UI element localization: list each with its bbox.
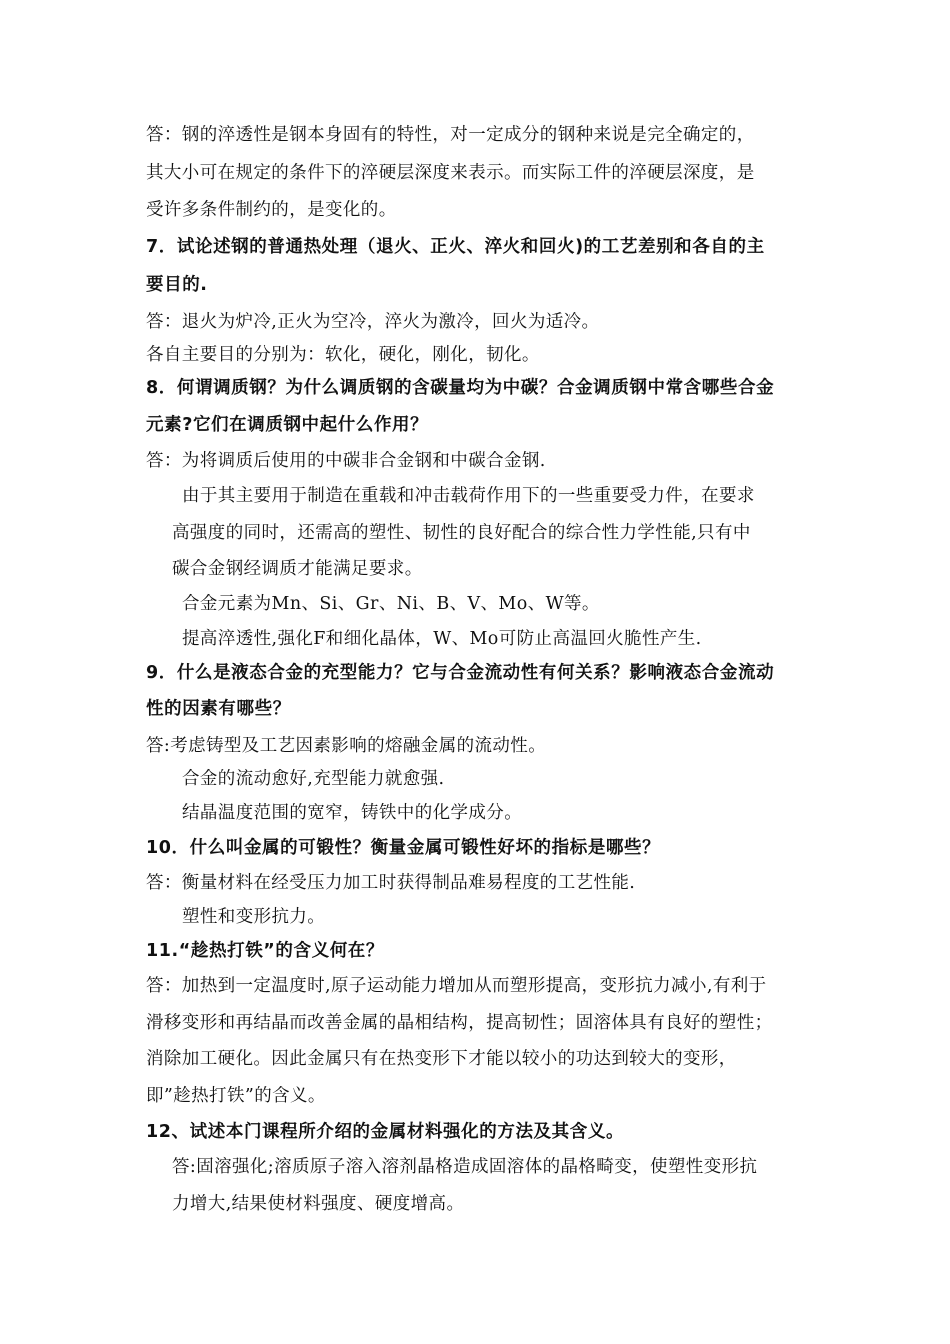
answer-line: 力增大,结果使材料强度、硬度增高。 xyxy=(172,1194,465,1214)
answer-line: 受许多条件制约的，是变化的。 xyxy=(146,200,397,220)
answer-line: 答：加热到一定温度时,原子运动能力增加从而塑形提高，变形抗力减小,有利于 xyxy=(146,976,767,996)
answer-line: 各自主要目的分别为：软化，硬化，刚化，韧化。 xyxy=(146,345,540,365)
question-9: 9．什么是液态合金的充型能力？它与合金流动性有何关系？影响液态合金流动 xyxy=(146,663,775,683)
answer-line: 答:考虑铸型及工艺因素影响的熔融金属的流动性。 xyxy=(146,736,547,756)
question-7-cont: 要目的. xyxy=(146,275,208,295)
question-11: 11.“趁热打铁”的含义何在？ xyxy=(146,941,385,961)
answer-line: 滑移变形和再结晶而改善金属的晶相结构，提高韧性；固溶体具有良好的塑性； xyxy=(146,1013,773,1033)
answer-line: 答：衡量材料在经受压力加工时获得制品难易程度的工艺性能. xyxy=(146,873,636,893)
answer-line: 消除加工硬化。因此金属只有在热变形下才能以较小的功达到较大的变形， xyxy=(146,1049,737,1069)
question-8: 8．何谓调质钢？为什么调质钢的含碳量均为中碳？合金调质钢中常含哪些合金 xyxy=(146,378,775,398)
question-7: 7．试论述钢的普通热处理（退火、正火、淬火和回火)的工艺差别和各自的主 xyxy=(146,237,765,257)
answer-line: 合金元素为Mn、Si、Gr、Ni、B、V、Mo、W等。 xyxy=(182,594,600,614)
answer-line: 碳合金钢经调质才能满足要求。 xyxy=(172,559,423,579)
answer-line: 答:固溶强化;溶质原子溶入溶剂晶格造成固溶体的晶格畸变，使塑性变形抗 xyxy=(172,1157,758,1177)
answer-line: 答：退火为炉冷,正火为空冷，淬火为激冷，回火为适冷。 xyxy=(146,312,600,332)
question-8-cont: 元素?它们在调质钢中起什么作用？ xyxy=(146,415,429,435)
answer-line: 其大小可在规定的条件下的淬硬层深度来表示。而实际工件的淬硬层深度，是 xyxy=(146,163,755,183)
answer-line: 合金的流动愈好,充型能力就愈强. xyxy=(182,769,445,789)
answer-line: 答：钢的淬透性是钢本身固有的特性，对一定成分的钢种来说是完全确定的， xyxy=(146,125,755,145)
answer-line: 高强度的同时，还需高的塑性、韧性的良好配合的综合性力学性能,只有中 xyxy=(172,523,751,543)
answer-line: 塑性和变形抗力。 xyxy=(182,907,326,927)
answer-line: 结晶温度范围的宽窄，铸铁中的化学成分。 xyxy=(182,803,523,823)
answer-line: 由于其主要用于制造在重载和冲击载荷作用下的一些重要受力件，在要求 xyxy=(182,486,755,506)
answer-line: 答：为将调质后使用的中碳非合金钢和中碳合金钢. xyxy=(146,451,546,471)
answer-line: 提高淬透性,强化F和细化晶体，W、Mo可防止高温回火脆性产生. xyxy=(182,629,702,649)
answer-line: 即”趁热打铁”的含义。 xyxy=(146,1086,326,1106)
question-12: 12、试述本门课程所介绍的金属材料强化的方法及其含义。 xyxy=(146,1122,625,1142)
question-10: 10．什么叫金属的可锻性？衡量金属可锻性好坏的指标是哪些？ xyxy=(146,838,661,858)
question-9-cont: 性的因素有哪些？ xyxy=(146,699,291,719)
